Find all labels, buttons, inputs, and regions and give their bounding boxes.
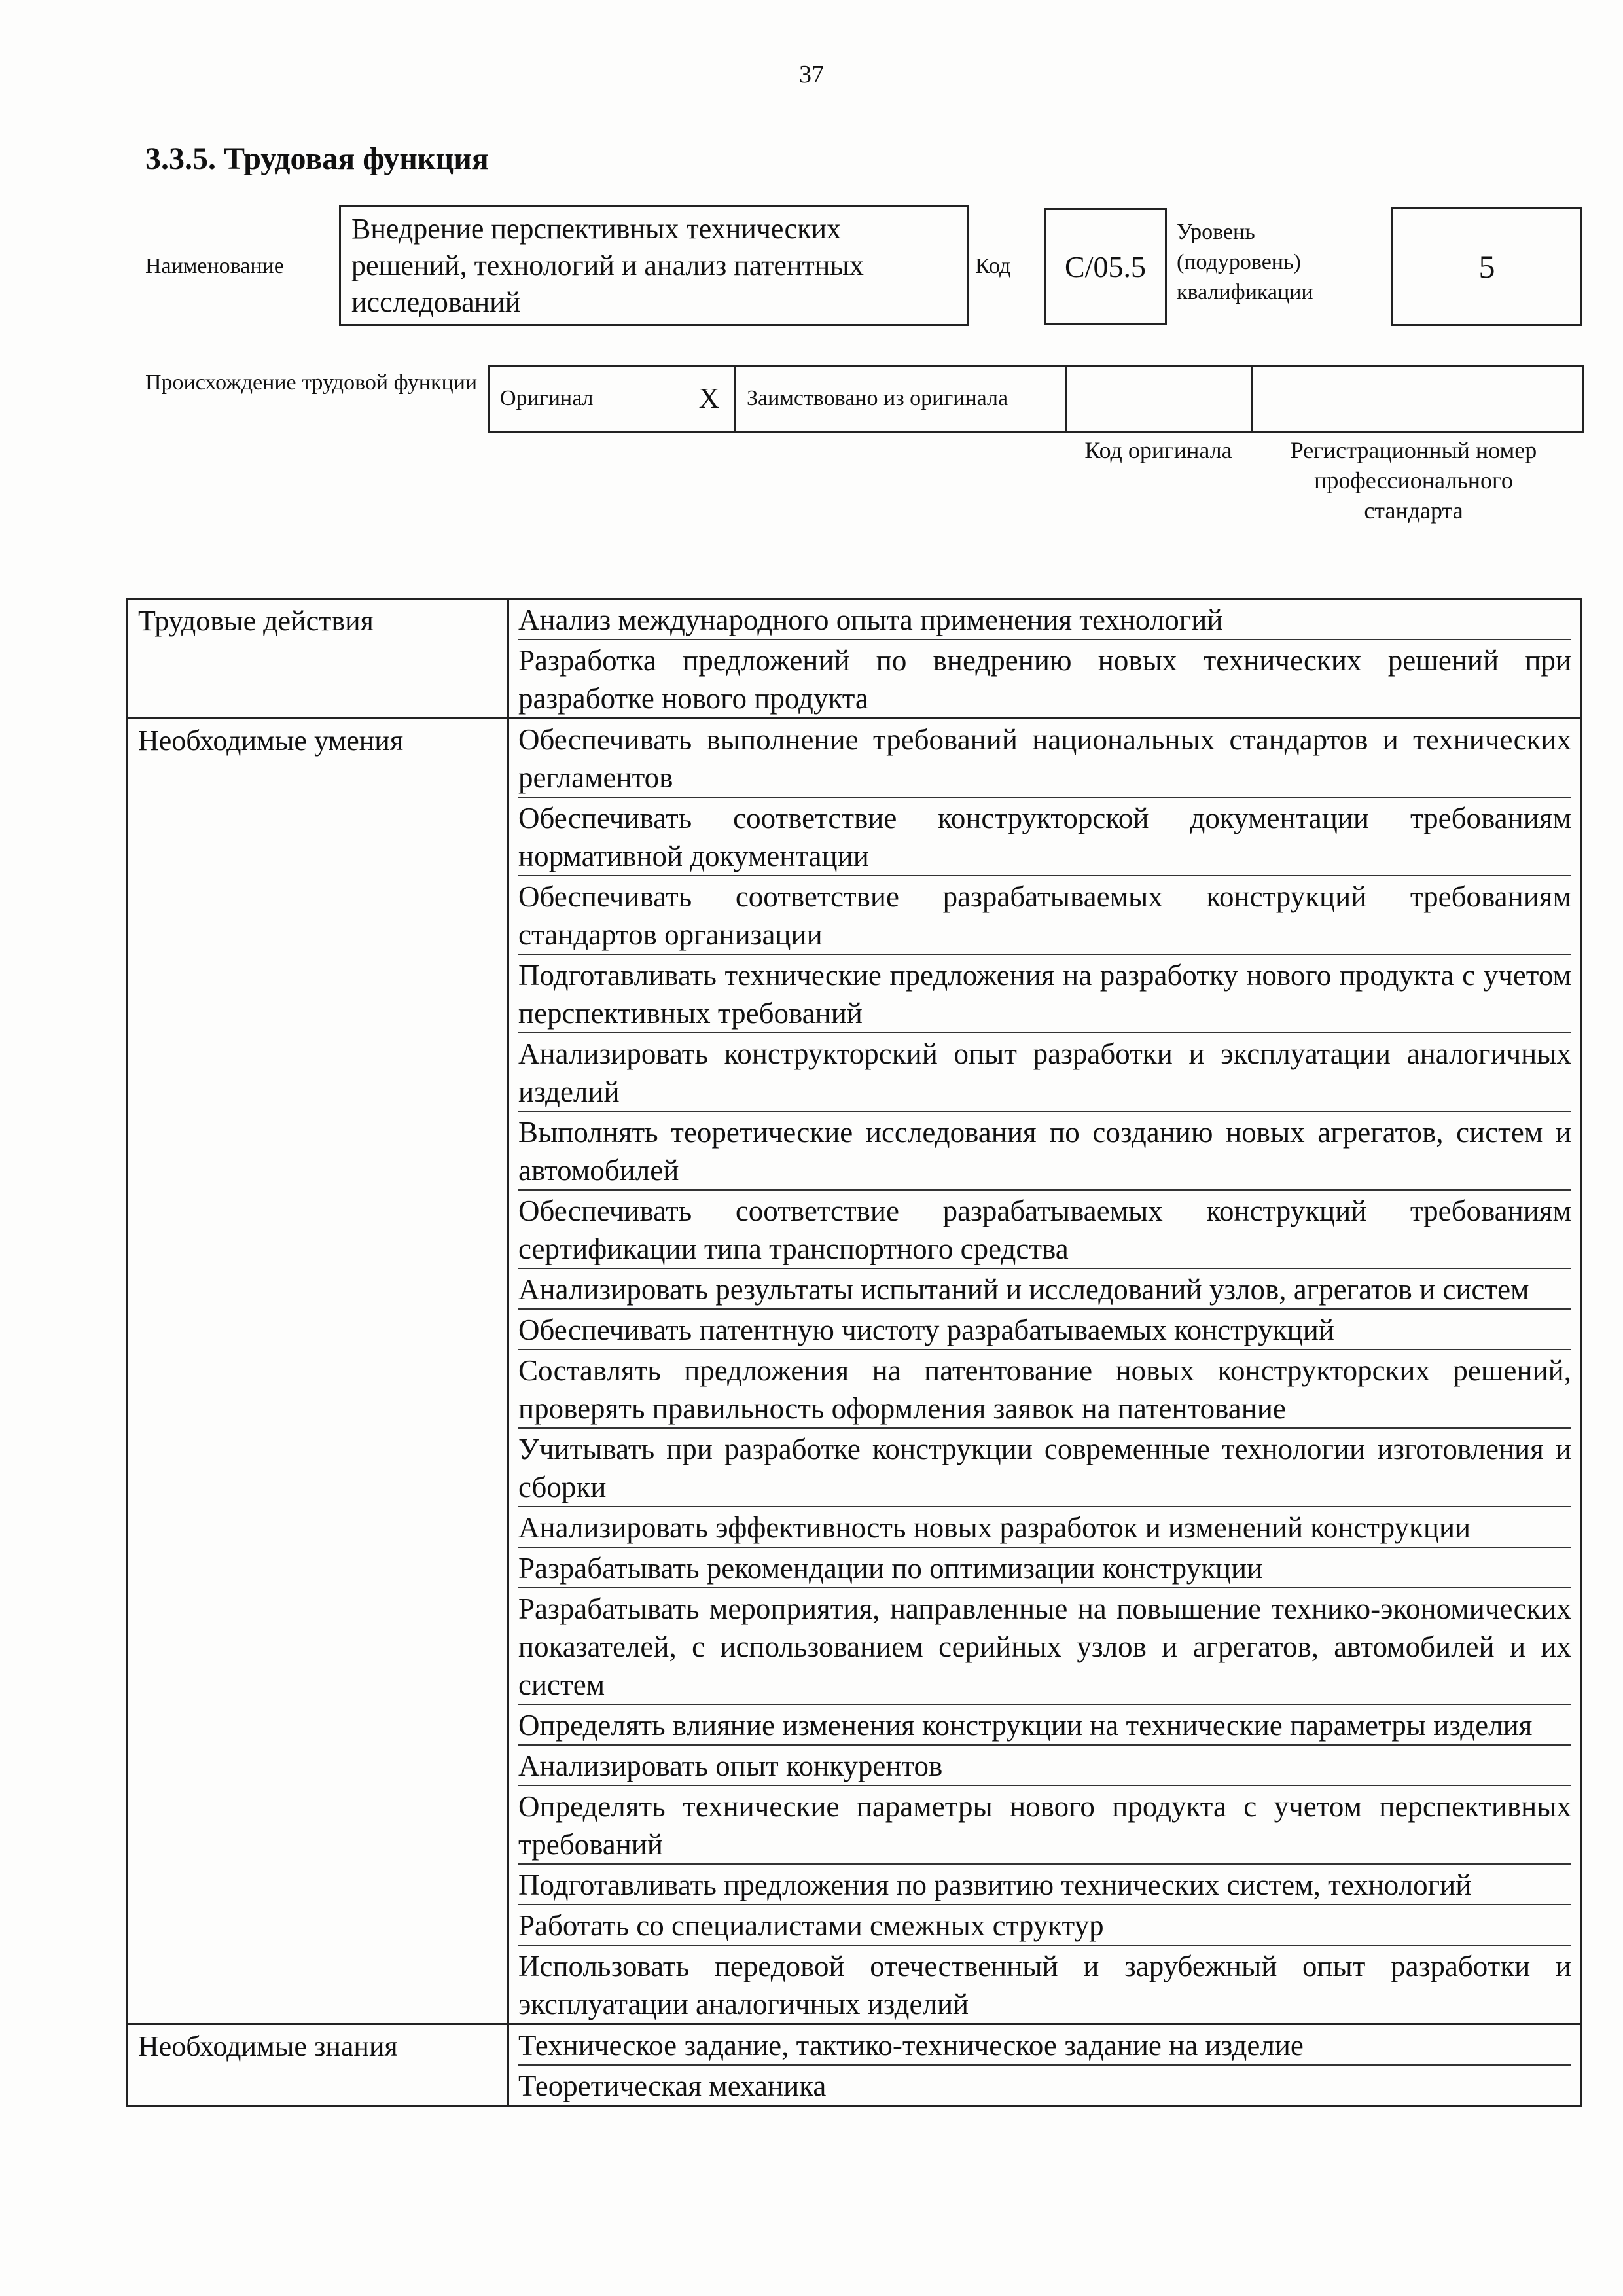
list-item: Подготавливать предложения по развитию технических систем, технологий bbox=[518, 1865, 1571, 1905]
section-label: Необходимые знания bbox=[127, 2024, 508, 2106]
section-items bbox=[508, 599, 1582, 719]
list-item: Выполнять теоретические исследования по созданию новых агрегатов, систем и автомобилей bbox=[518, 1112, 1571, 1191]
origin-label: Происхождение трудовой функции bbox=[145, 370, 478, 395]
list-item: Обеспечивать соответствие разрабатываемых конструкций требованиям стандартов организации bbox=[518, 876, 1571, 955]
function-table bbox=[126, 598, 1582, 2107]
list-item: Использовать передовой отечественный и зарубежный опыт разработки и эксплуатации аналогичных изделий bbox=[518, 1950, 1571, 2020]
required-knowledge-row bbox=[127, 2024, 1582, 2106]
list-item: Определять влияние изменения конструкции на технические параметры изделия bbox=[518, 1705, 1571, 1746]
original-label: Оригинал bbox=[489, 366, 685, 432]
labor-actions-row bbox=[127, 599, 1582, 719]
list-item: Определять технические параметры нового продукта с учетом перспективных требований bbox=[518, 1786, 1571, 1865]
list-item: Обеспечивать соответствие конструкторской документации требованиям нормативной документации bbox=[518, 798, 1571, 876]
name-label: Наименование bbox=[145, 254, 284, 278]
original-mark: X bbox=[684, 366, 736, 432]
function-name-box: Внедрение перспективных технических решений, технологий и анализ патентных исследований bbox=[339, 205, 969, 326]
section-items bbox=[508, 719, 1582, 2024]
list-item: Составлять предложения на патентование новых конструкторских решений, проверять правильность оформления заявок на патентование bbox=[518, 1350, 1571, 1429]
list-item: Анализировать конструкторский опыт разработки и эксплуатации аналогичных изделий bbox=[518, 1033, 1571, 1112]
list-item: Обеспечивать патентную чистоту разрабатываемых конструкций bbox=[518, 1310, 1571, 1350]
list-item: Теоретическая механика bbox=[518, 2070, 827, 2102]
code-label: Код bbox=[975, 254, 1011, 278]
section-label: Трудовые действия bbox=[127, 599, 508, 719]
list-item: Техническое задание, тактико-техническое задание на изделие bbox=[518, 2025, 1571, 2066]
section-title: 3.3.5. Трудовая функция bbox=[145, 141, 489, 176]
list-item: Анализ международного опыта применения технологий bbox=[518, 600, 1571, 640]
list-item: Учитывать при разработке конструкции современные технологии изготовления и сборки bbox=[518, 1429, 1571, 1507]
level-label: Уровень (подуровень) квалификации bbox=[1177, 220, 1313, 304]
list-item: Разрабатывать мероприятия, направленные на повышение технико-экономических показателей, с использованием серийных узлов и агрегатов, автомобилей и их систем bbox=[518, 1588, 1571, 1705]
list-item: Работать со специалистами смежных структур bbox=[518, 1905, 1571, 1946]
original-code-cell bbox=[1066, 366, 1253, 432]
list-item: Разрабатывать рекомендации по оптимизации конструкции bbox=[518, 1548, 1571, 1588]
registration-number-cell bbox=[1253, 366, 1583, 432]
section-label: Необходимые умения bbox=[127, 719, 508, 2024]
function-code-box: С/05.5 bbox=[1044, 208, 1167, 325]
page-number: 37 bbox=[799, 61, 824, 88]
borrowed-label: Заимствовано из оригинала bbox=[736, 366, 1066, 432]
list-item: Анализировать эффективность новых разработок и изменений конструкции bbox=[518, 1507, 1571, 1548]
list-item: Обеспечивать соответствие разрабатываемых конструкций требованиям сертификации типа транспортного средства bbox=[518, 1191, 1571, 1269]
qualification-level-box: 5 bbox=[1391, 207, 1582, 326]
list-item: Анализировать результаты испытаний и исследований узлов, агрегатов и систем bbox=[518, 1269, 1571, 1310]
list-item: Подготавливать технические предложения на разработку нового продукта с учетом перспективных требований bbox=[518, 955, 1571, 1033]
list-item: Анализировать опыт конкурентов bbox=[518, 1746, 1571, 1786]
code-caption: Код оригинала bbox=[1084, 437, 1232, 463]
section-items bbox=[508, 2024, 1582, 2106]
list-item: Разработка предложений по внедрению новых технических решений при разработке нового продукта bbox=[518, 644, 1571, 715]
origin-table bbox=[488, 365, 1584, 433]
reg-caption: Регистрационный номер профессионального стандарта bbox=[1290, 437, 1537, 524]
required-skills-row bbox=[127, 719, 1582, 2024]
list-item: Обеспечивать выполнение требований национальных стандартов и технических регламентов bbox=[518, 719, 1571, 798]
